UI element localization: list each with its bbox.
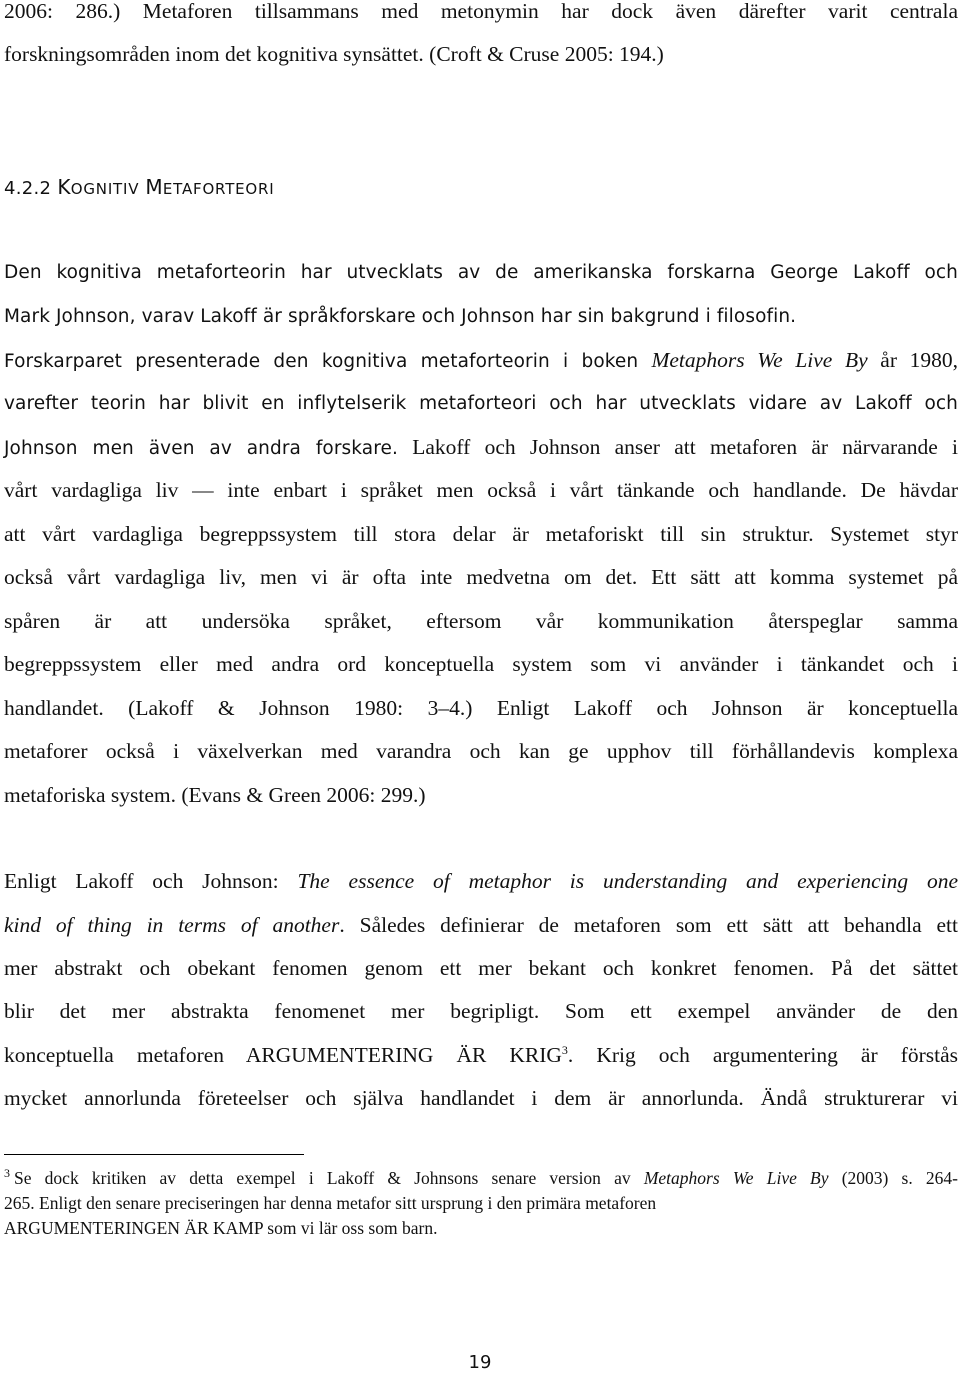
text-line: begreppssystem eller med andra ord konceptuella system som vi använder i tänkandet och i [4,652,958,676]
text-line: Forskarparet presenterade den kognitiva metaforteorin i boken Metaphors We Live By år 1980, [4,348,958,372]
text-line: mycket annorlunda företeelser och själva handlandet i dem är annorlunda. Ändå strukturerar vi [4,1086,958,1110]
footnote-line: ARGUMENTERINGEN ÄR KAMP som vi lär oss som barn. [4,1218,438,1238]
text-line: Den kognitiva metaforteorin har utvecklats av de amerikanska forskarna George Lakoff och [4,262,958,283]
text-line: Mark Johnson, varav Lakoff är språkforskare och Johnson har sin bakgrund i filosofin. [4,306,797,327]
footnote-line: $^3$ Se dock kritiken av detta exempel i Lakoff & Johnsons senare version av Metaphors We Live By (2003) s. 264- [4,1166,958,1188]
text-line: forskningsområden inom det kognitiva synsättet. (Croft & Cruse 2005: 194.) [4,42,664,66]
footnote-divider [4,1154,304,1155]
text-line: 2006: 286.) Metaforen tillsammans med metonymin har dock även därefter varit centrala [4,0,958,23]
text-line: mer abstrakt och obekant fenomen genom ett mer bekant och konkret fenomen. På det sättet [4,956,959,980]
text-line: också vårt vardagliga liv, men vi är ofta inte medvetna om det. Ett sätt att komma systemet på [4,565,958,589]
text-line: konceptuella metaforen ARGUMENTERING ÄR KRIG$^3$. Krig och argumentering är förstås [4,1042,958,1067]
text-line: Enligt Lakoff och Johnson: The essence of metaphor is understanding and experiencing one [4,869,958,893]
text-line: blir det mer abstrakta fenomenet mer begripligt. Som ett exempel använder de den [4,999,958,1023]
text-line: kind of thing in terms of another. Således definierar de metaforen som ett sätt att behandla ett [4,913,959,937]
text-line: metaforer också i växelverkan med varandra och kan ge upphov till förhållandevis komplexa [4,739,958,763]
section-number: 4.2.2 [4,178,52,199]
text-line: spåren är att undersöka språket, eftersom vår kommunikation återspeglar samma [4,609,958,633]
quote: kind of thing in terms of another [4,913,340,937]
book-title: Metaphors We Live By [651,348,868,372]
page-number: 19 [468,1352,492,1373]
text-line: varefter teorin har blivit en inflytelserik metaforteori och har utvecklats vidare av Lakoff och [4,393,958,414]
text-line: metaforiska system. (Evans & Green 2006: 299.) [4,783,426,807]
text-line: Johnson men även av andra forskare. Lakoff och Johnson anser att metaforen är närvarande i [4,435,958,459]
footnote-reference[interactable]: 3 [561,1042,568,1057]
text-line: handlandet. (Lakoff & Johnson 1980: 3–4.) Enligt Lakoff och Johnson är konceptuella [4,696,958,720]
text-line: vårt vardagliga liv — inte enbart i språket men också i vårt tänkande och handlande. De hävdar [4,478,958,502]
quote: The essence of metaphor is understanding and experiencing one [297,869,958,893]
footnote-mark: 3 [4,1166,10,1180]
text-line: att vårt vardagliga begreppssystem till stora delar är metaforiskt till sin struktur. Systemet styr [4,522,958,546]
footnote-line: 265. Enligt den senare preciseringen har denna metafor sitt ursprung i den primära metaforen [4,1193,657,1213]
section-heading: 4.2.2 KOGNITIV METAFORTEORI [4,175,275,199]
